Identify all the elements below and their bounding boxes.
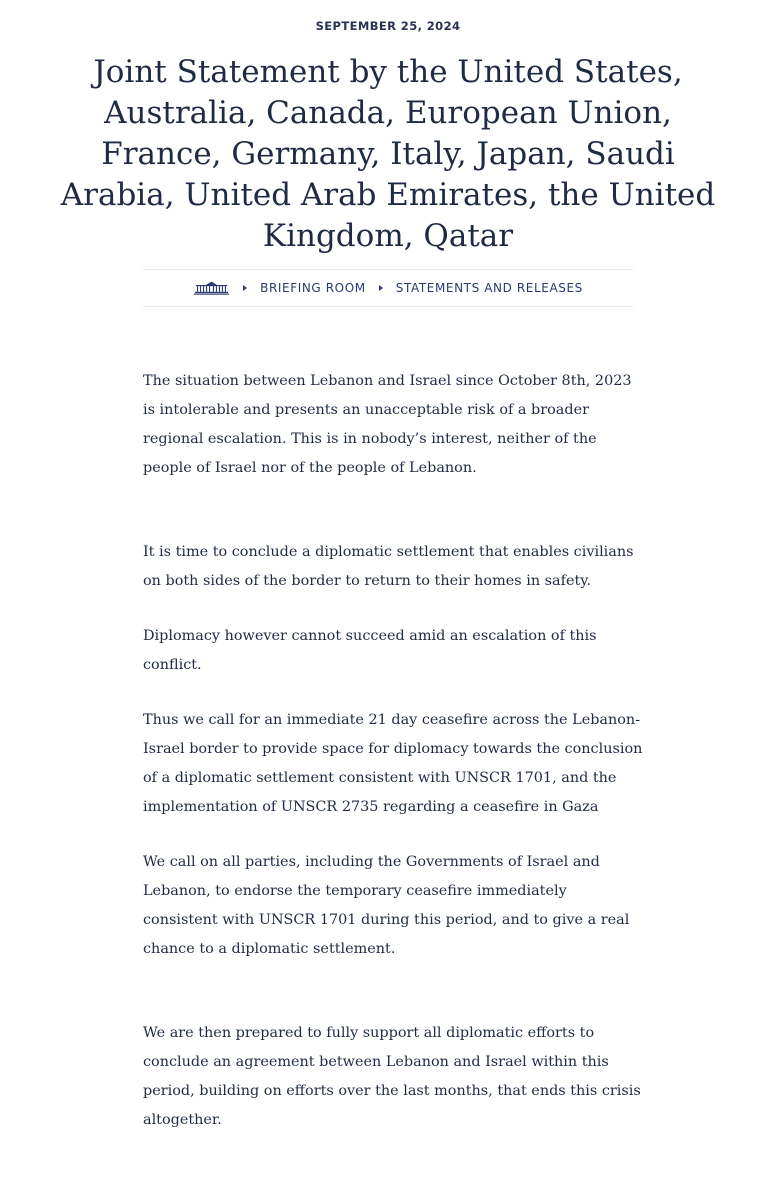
breadcrumb xyxy=(143,269,633,307)
body-paragraph: We are then prepared to fully support all diplomatic efforts to conclude an agreement between Lebanon and Israel within this period, building on efforts over the last months, that ends this crisis altogether. xyxy=(143,1025,641,1128)
breadcrumb-link-briefing-room[interactable]: BRIEFING ROOM xyxy=(260,281,366,295)
body-paragraph: We call on all parties, including the Governments of Israel and Lebanon, to endorse the temporary ceasefire immediately consistent with UNSCR 1701 during this period, and to give a real chance to a diplomatic settlement. xyxy=(143,854,630,957)
body-paragraph: Diplomacy however cannot succeed amid an escalation of this conflict. xyxy=(143,628,597,673)
breadcrumb-link-statements-and-releases[interactable]: STATEMENTS AND RELEASES xyxy=(395,281,583,295)
body-paragraph: The situation between Lebanon and Israel since October 8th, 2023 is intolerable and presents an unacceptable risk of a broader regional escalation. This is in nobody’s interest, neither of the people of Israel nor of the people of Lebanon. xyxy=(143,373,632,476)
body-paragraph: Thus we call for an immediate 21 day ceasefire across the Lebanon-Israel border to provide space for diplomacy towards the conclusion of a diplomatic settlement consistent with UNSCR 1701, and the implementation of UNSCR 2735 regarding a ceasefire in Gaza xyxy=(143,712,643,815)
caret-right-icon xyxy=(243,285,247,291)
article-date: SEPTEMBER 25, 2024 xyxy=(315,19,461,33)
caret-right-icon xyxy=(379,285,383,291)
page-title: Joint Statement by the United States, Australia, Canada, European Union, France, Germany, Italy, Japan, Saudi Arabia, United Arab Emirates, the United Kingdom, Qatar xyxy=(60,54,716,254)
white-house-icon[interactable] xyxy=(193,281,230,295)
body-paragraph: It is time to conclude a diplomatic settlement that enables civilians on both sides of the border to return to their homes in safety. xyxy=(143,544,634,589)
article-body xyxy=(143,367,643,1135)
